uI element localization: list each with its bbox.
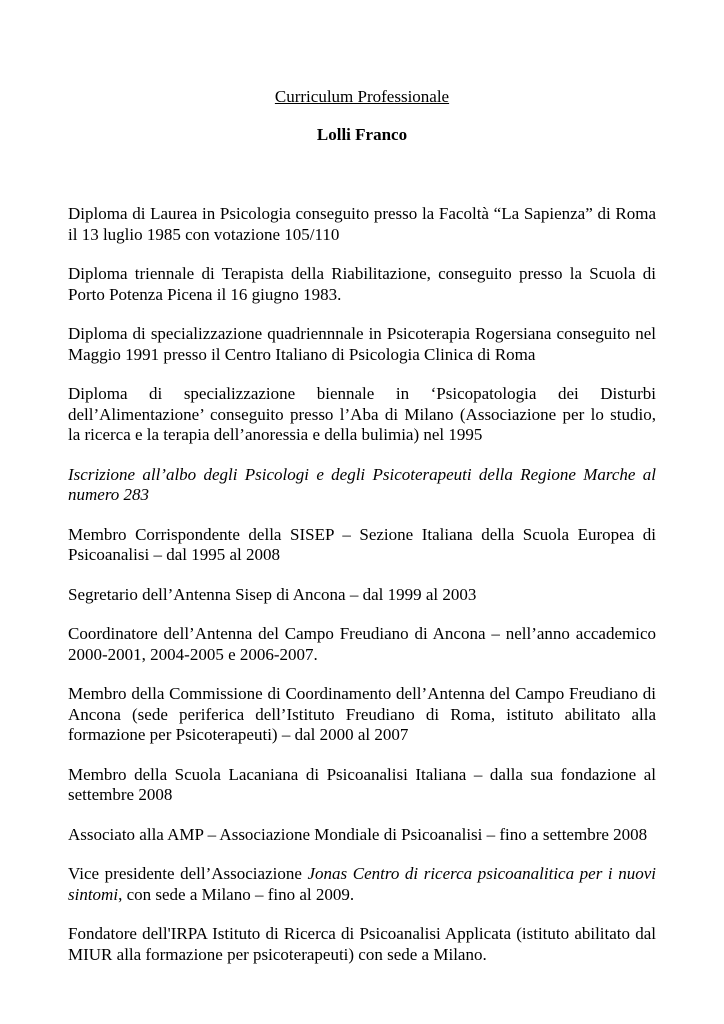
entry-line (68, 864, 656, 885)
entry-line: Associato alla AMP – Associazione Mondiale di Psicoanalisi – fino a settembre 2008 (68, 824, 648, 844)
entry-text-italic: Jonas Centro di ricerca psicoanalitica per i nuovi (307, 864, 656, 883)
entry-line: Coordinatore dell’Antenna del Campo Freudiano di Ancona – nell’anno accademico (68, 624, 656, 643)
entry-text: , con sede a Milano – fino al 2009. (118, 884, 355, 904)
entry-line (68, 885, 656, 906)
entry-line: Membro Corrispondente della SISEP – Sezione Italiana della Scuola Europea di (68, 524, 656, 544)
entry-line: Fondatore dell'IRPA Istituto di Ricerca di Psicoanalisi Applicata (istituto abilitato dal (68, 924, 656, 943)
cv-entry-terapista (68, 264, 656, 305)
entry-line: Segretario dell’Antenna Sisep di Ancona – dal 1999 al 2003 (68, 584, 477, 604)
entry-line: Diploma di specializzazione biennale in ‘Psicopatologia dei Disturbi (68, 384, 656, 403)
entry-line: la ricerca e la terapia dell’anoressia e della bulimia) nel 1995 (68, 425, 483, 444)
entry-line: numero 283 (68, 485, 150, 504)
cv-entry-amp (68, 825, 656, 846)
cv-entry-jonas (68, 864, 656, 905)
entry-line: Porto Potenza Picena il 16 giugno 1983. (68, 284, 342, 304)
entry-line: Psicoanalisi – dal 1995 al 2008 (68, 545, 281, 564)
entry-line: Iscrizione all’albo degli Psicologi e degli Psicoterapeuti della Regione Marche al (68, 464, 656, 484)
entry-text-italic: sintomi (68, 884, 119, 904)
entry-line: Diploma di specializzazione quadriennnale in Psicoterapia Rogersiana conseguito nel (68, 324, 656, 343)
entry-line: Diploma di Laurea in Psicologia conseguito presso la Facoltà “La Sapienza” di Roma (68, 204, 656, 223)
cv-entry-specializzazione-rogersiana (68, 324, 656, 365)
cv-entry-specializzazione-alimentazione (68, 384, 656, 446)
cv-entry-laurea (68, 204, 656, 245)
cv-entry-segretario (68, 585, 656, 606)
cv-entry-coordinatore (68, 624, 656, 665)
entry-line: Ancona (sede periferica dell’Istituto Freudiano di Roma, istituto abilitato alla (68, 704, 656, 724)
entry-line: Membro della Commissione di Coordinamento dell’Antenna del Campo Freudiano di (68, 684, 656, 703)
entry-line: settembre 2008 (68, 785, 173, 804)
entry-line: dell’Alimentazione’ conseguito presso l’Aba di Milano (Associazione per lo studio, (68, 404, 656, 424)
cv-entry-irpa (68, 924, 656, 965)
entry-line: 2000-2001, 2004-2005 e 2006-2007. (68, 644, 318, 664)
cv-entry-albo (68, 465, 656, 506)
entry-line: Maggio 1991 presso il Centro Italiano di Psicologia Clinica di Roma (68, 344, 536, 364)
entry-line: il 13 luglio 1985 con votazione 105/110 (68, 224, 340, 244)
entry-line: formazione per Psicoterapeuti) – dal 2000 al 2007 (68, 725, 409, 744)
cv-entry-scuola-lacaniana (68, 765, 656, 806)
entry-text: Vice presidente dell’Associazione (68, 864, 308, 883)
document-title: Curriculum Professionale (274, 87, 450, 106)
author-name: Lolli Franco (316, 125, 408, 144)
entry-line: Diploma triennale di Terapista della Riabilitazione, conseguito presso la Scuola di (68, 264, 656, 283)
cv-entry-commissione (68, 684, 656, 746)
entry-line: Membro della Scuola Lacaniana di Psicoanalisi Italiana – dalla sua fondazione al (68, 764, 656, 784)
cv-entries (68, 204, 656, 984)
entry-line: MIUR alla formazione per psicoterapeuti) con sede a Milano. (68, 944, 487, 964)
cv-entry-sisep (68, 525, 656, 566)
